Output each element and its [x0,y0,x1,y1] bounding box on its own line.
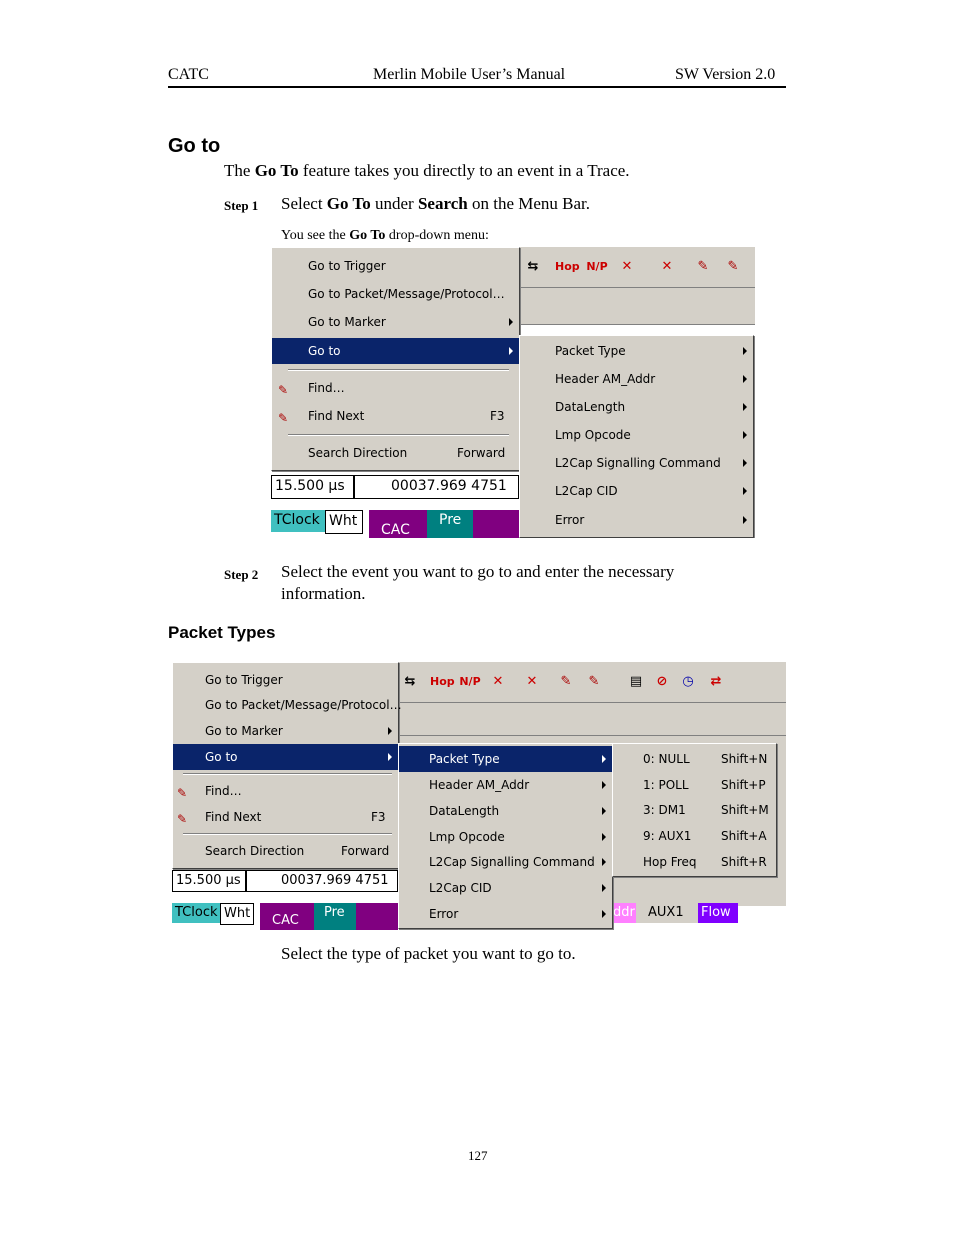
swap-arrows-icon[interactable]: ⇄ [710,674,722,689]
flashlight-icon: ✎ [177,786,188,800]
search-menu [172,662,402,869]
chevron-right-icon [743,487,747,495]
chevron-right-icon [743,375,747,383]
trace-purple-cell [356,903,398,930]
submenu-packet-type[interactable]: Packet Type [399,746,612,772]
toolbar-area-lower [398,703,786,736]
menu-separator [183,773,392,775]
np-icon[interactable]: N/P [459,675,481,688]
flashlight-next-icon: ✎ [278,411,289,425]
alert-icon[interactable]: ⊘ [656,674,668,689]
pre-cell: Pre [314,903,356,930]
header-right: SW Version 2.0 [675,66,776,83]
menu-go-to[interactable]: Go to [173,744,398,770]
packet-type-submenu [612,743,777,877]
tclock-cell: TClock [271,510,325,532]
menu-separator [288,434,509,436]
x-filter-icon[interactable]: ✕ [492,674,504,689]
pre-cell: Pre [427,510,473,538]
submenu-lmp-opcode[interactable]: Lmp Opcode [399,824,612,850]
packet-dm1[interactable]: 3: DM1 Shift+M [643,803,769,817]
chevron-right-icon [509,347,513,355]
step1-label: Step 1 [224,198,259,213]
submenu-error[interactable]: Error [399,901,612,927]
chevron-right-icon [388,727,392,735]
chevron-right-icon [743,431,747,439]
trace-purple-cell [473,510,519,538]
x-hide-icon[interactable]: ✕ [661,259,673,274]
submenu-packet-type[interactable]: Packet Type [520,338,753,364]
packet-poll[interactable]: 1: POLL Shift+P [643,778,766,792]
submenu-header-am-addr[interactable]: Header AM_Addr [520,366,753,392]
step2-line1: Select the event you want to go to and enter the necessary [281,562,675,581]
submenu-l2cap-signalling[interactable]: L2Cap Signalling Command [399,849,612,875]
flow-cell: Flow [698,903,738,923]
aux1-cell: AUX1 [636,903,698,923]
goto-menu-screenshot [271,247,755,538]
submenu-datalength[interactable]: DataLength [399,798,612,824]
chevron-right-icon [743,516,747,524]
flashlight-next-icon: ✎ [177,812,188,826]
step2-label: Step 2 [224,567,259,582]
submenu-header-am-addr[interactable]: Header AM_Addr [399,772,612,798]
submenu-lmp-opcode[interactable]: Lmp Opcode [520,422,753,448]
chevron-right-icon [602,807,606,815]
submenu-error[interactable]: Error [520,507,753,533]
header-rule [168,86,786,88]
menu-find[interactable]: ✎ Find… [272,375,519,401]
menu-separator [183,833,392,835]
x-filter-icon[interactable]: ✕ [621,259,633,274]
flashlight-icon[interactable]: ✎ [560,674,572,689]
menu-search-direction[interactable]: Search Direction Forward [205,844,390,858]
menu-go-to-trigger[interactable]: Go to Trigger [205,673,283,687]
timestamp-field: 00037.969 4751 [354,475,519,499]
menu-go-to-trigger[interactable]: Go to Trigger [308,259,386,273]
notes-icon[interactable]: ▤ [629,674,643,689]
chevron-right-icon [602,833,606,841]
menu-find-next[interactable]: ✎ Find Next F3 [272,403,519,429]
cac-cell: CAC [369,510,427,538]
chevron-right-icon [602,858,606,866]
chevron-right-icon [509,318,513,326]
cac-cell: CAC [260,903,314,930]
menu-find-next[interactable]: ✎ Find Next F3 [173,804,398,830]
intro-paragraph: The Go To feature takes you directly to an event in a Trace. [224,161,630,180]
rewind-icon[interactable]: ⇆ [404,674,416,689]
packet-hop-freq[interactable]: Hop Freq Shift+R [643,855,767,869]
goto-submenu [519,335,754,538]
menu-find[interactable]: ✎ Find… [173,778,398,804]
submenu-l2cap-cid[interactable]: L2Cap CID [520,478,753,504]
wht-cell: Wht [220,903,254,925]
chevron-right-icon [602,910,606,918]
flashlight-next-icon[interactable]: ✎ [588,674,600,689]
submenu-l2cap-cid[interactable]: L2Cap CID [399,875,612,901]
time-field: 15.500 µs [172,870,246,892]
packet-null[interactable]: 0: NULL Shift+N [643,752,768,766]
timestamp-field: 00037.969 4751 [246,870,398,892]
flashlight-icon: ✎ [278,383,289,397]
menu-separator [288,369,509,371]
rewind-icon[interactable]: ⇆ [527,259,539,274]
flashlight-icon[interactable]: ✎ [697,259,709,274]
chevron-right-icon [743,403,747,411]
x-hide-icon[interactable]: ✕ [526,674,538,689]
menu-go-to-packet[interactable]: Go to Packet/Message/Protocol… [308,287,505,301]
hop-icon[interactable]: Hop [555,260,580,273]
submenu-l2cap-signalling[interactable]: L2Cap Signalling Command [520,450,753,476]
hop-icon[interactable]: Hop [430,675,455,688]
header-center: Merlin Mobile User’s Manual [373,66,566,83]
packet-aux1[interactable]: 9: AUX1 Shift+A [643,829,767,843]
menu-go-to-packet[interactable]: Go to Packet/Message/Protocol… [205,698,402,712]
chevron-right-icon [602,884,606,892]
submenu-datalength[interactable]: DataLength [520,394,753,420]
section-title: Go to [168,135,221,157]
menu-go-to[interactable]: Go to [272,338,519,364]
menu-go-to-marker[interactable]: Go to Marker [173,718,398,744]
addr-cell: ddr [610,903,636,923]
flashlight-next-icon[interactable]: ✎ [727,259,739,274]
step1-text: Select Go To under Search on the Menu Bar. [281,194,591,213]
menu-go-to-marker[interactable]: Go to Marker [272,309,519,335]
wht-cell: Wht [325,510,363,534]
time-field: 15.500 µs [271,475,354,499]
page-number: 127 [468,1148,488,1163]
chevron-right-icon [602,755,606,763]
clock-icon[interactable]: ◷ [682,674,694,689]
chevron-right-icon [743,347,747,355]
menu-search-direction[interactable]: Search Direction Forward [308,446,506,460]
tclock-cell: TClock [172,903,220,923]
search-menu [271,247,520,471]
caption2: Select the type of packet you want to go to. [281,944,576,963]
header-left: CATC [168,66,209,83]
caption1: You see the Go To drop-down menu: [281,228,489,243]
np-icon[interactable]: N/P [586,260,608,273]
chevron-right-icon [743,459,747,467]
toolbar-area-lower [519,288,755,325]
subsection-title: Packet Types [168,623,276,642]
chevron-right-icon [602,781,606,789]
chevron-right-icon [388,753,392,761]
step2-line2: information. [281,584,366,603]
goto-submenu [398,743,613,929]
packet-type-screenshot [172,662,786,930]
